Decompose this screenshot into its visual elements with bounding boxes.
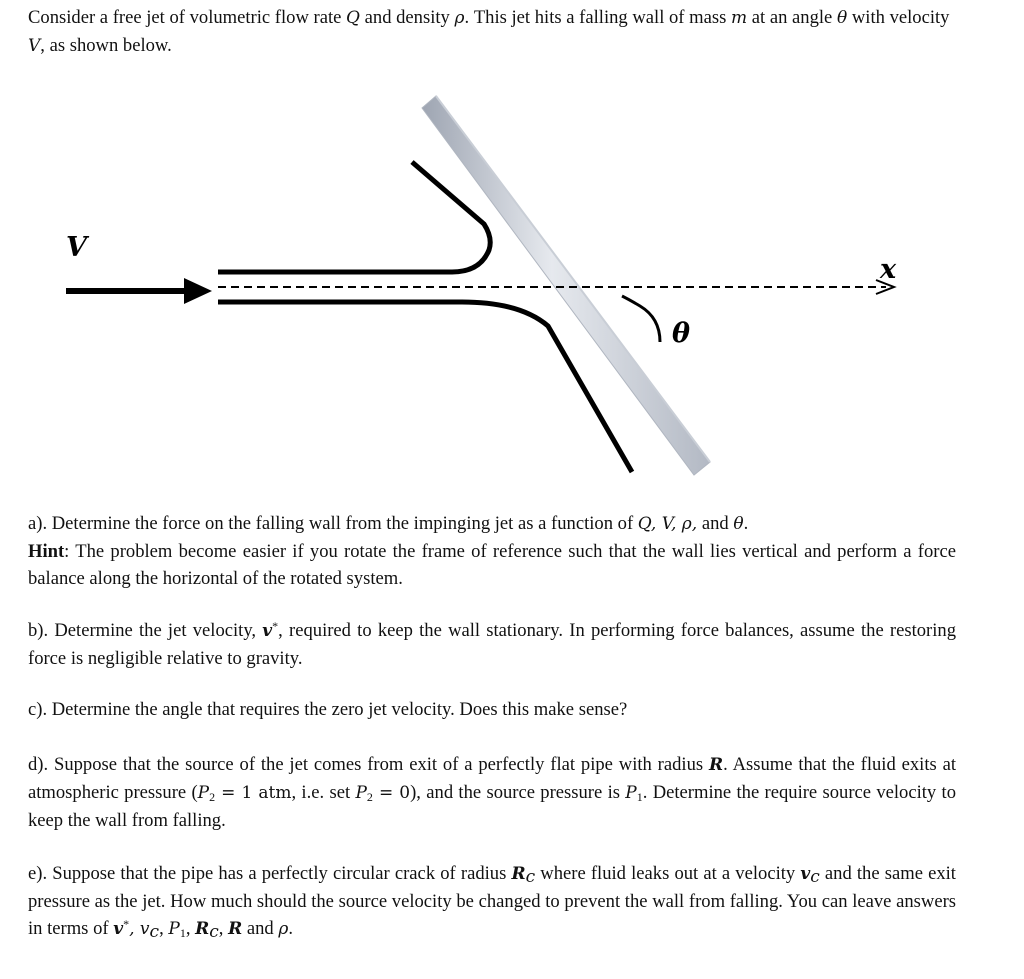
label-theta: θ	[672, 318, 691, 349]
label-V: V	[66, 232, 87, 263]
theta-arc	[622, 296, 660, 342]
label-x: x	[880, 254, 897, 285]
part-b: b). Determine the jet velocity, v*, required to keep the wall stationary. In performing force balances, assume the restoring force is negligible relative to gravity.	[28, 619, 956, 669]
part-d: d). Suppose that the source of the jet comes from exit of a perfectly flat pipe with radius R. Assume that the fluid exits at atmospheric pressure ($P_2 = 1$ atm, i.e. set $P_2 = 0$), and the source pressure is $P_1$. Determine the require source velocity to keep the wall from falling.	[28, 754, 957, 831]
intro-paragraph: Consider a free jet of volumetric flow rate Q and density ρ. This jet hits a falling wall of mass m at an angle θ with velocity V, as shown below.	[28, 7, 950, 56]
part-c: c). Determine the angle that requires the zero jet velocity. Does this make sense?	[28, 699, 628, 720]
part-e: e). Suppose that the pipe has a perfectly circular crack of radius $R_c$ where fluid leaks out at a velocity $v_c$ and the same exit pressure as the jet. How much should the source velocity be changed to prevent the wall from falling. You can leave answers in terms of v*, $v_c$, $P_1$, $R_c$, R and ρ.	[28, 863, 956, 942]
falling-wall	[422, 96, 710, 475]
hint-label: Hint	[28, 541, 65, 562]
jet-lower-stream	[218, 302, 632, 472]
velocity-arrowhead	[184, 278, 212, 304]
part-a: a). Determine the force on the falling wall from the impinging jet as a function of Q, V, ρ, and θ. Hint: The problem become easier if you rotate the frame of reference such that the wall lies vertical and perform a force balance along the horizontal of the rotated system.	[28, 513, 956, 589]
jet-upper-stream	[218, 162, 490, 272]
